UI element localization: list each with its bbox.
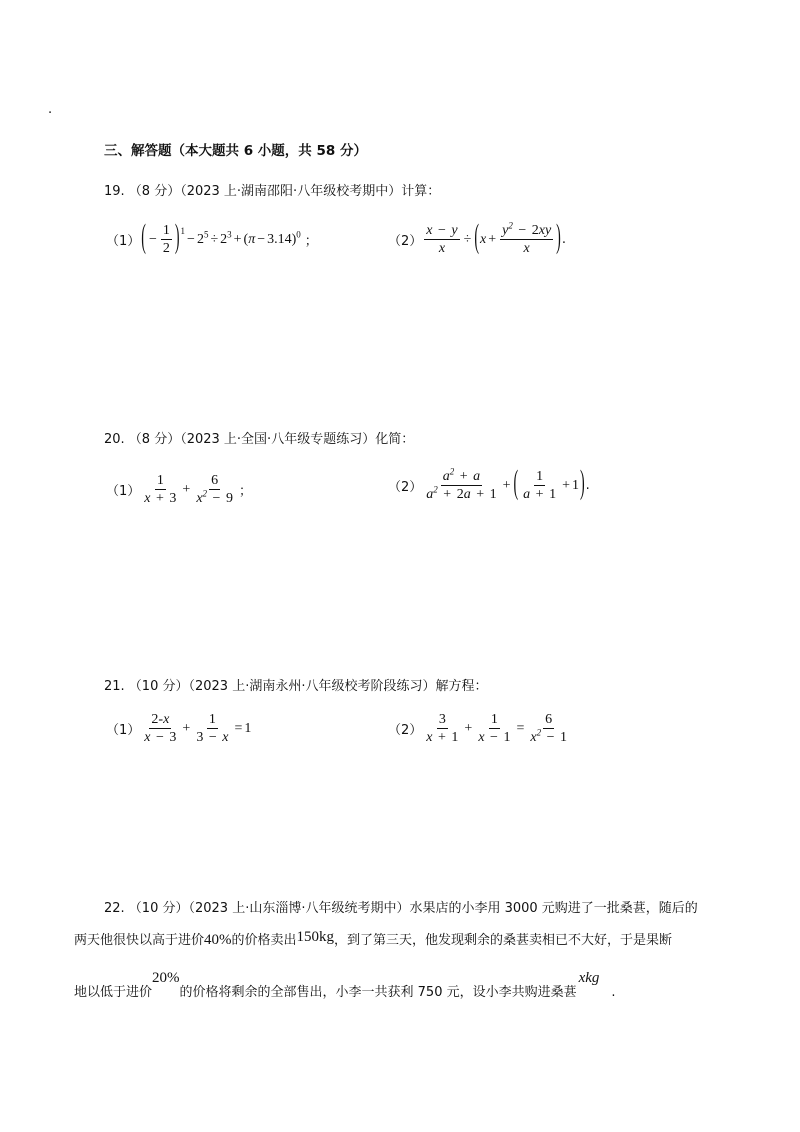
question-20-part-2 [388,468,590,503]
question-21-part-2 [388,711,571,746]
expression-20-1: $\frac{1}{x + 3}$ + $\frac{6}{x^2 - 9}$ [144,473,233,506]
question-20-part-1 [106,472,252,507]
text-segment: 的价格将剩余的全部售出，小李一共获利 750 元，设小李共购进桑葚 [179,985,577,1000]
period: . [585,478,590,493]
text-segment: 的价格卖出 [231,933,297,948]
equation-21-2: $\frac{3}{x + 1}$ + $\frac{1}{x - 1}$ = $\frac{6}{x^2 - 1}$ [426,712,567,745]
mass-xkg: xkg [578,970,600,986]
section-heading: 三、解答题（本大题共 6 小题，共 58 分） [104,143,367,159]
text-segment: 地以低于进价 [74,985,153,1000]
part-label: （2） [388,480,423,495]
expression-19-1: ( − $\frac{1}{2}$ ) 1 − $2^5$ ÷ $2^3$ + ( π − 3.14)$^0$ [141,220,301,257]
part-label: （1） [106,234,141,249]
text-segment: ，到了第三天，他发现剩余的桑葚卖相已不大好，于是果断 [334,933,673,948]
part-label: （1） [106,723,141,738]
mass-150kg: 150kg [296,929,335,945]
percent-40: 40% [204,932,232,948]
question-22-line-3 [74,972,616,1012]
part-label: （1） [106,484,141,499]
stray-dot: . [48,102,53,117]
period: . [561,232,566,247]
question-19-part-2 [388,222,566,257]
question-19-stem: 19. （8 分）（2023 上·湖南邵阳·八年级校考期中）计算： [104,184,441,199]
part-label: （2） [388,234,423,249]
percent-20: 20% [152,970,180,986]
part-label: （2） [388,723,423,738]
expression-19-2: $\frac{x - y}{x}$ ÷ ( x + $\frac{y^2 - 2xy}{x}$ ) [426,220,561,257]
semicolon: ； [304,234,318,249]
expression-20-2: $\frac{a^2 + a}{a^2 + 2a + 1}$ + ( $\frac{1}{a + 1}$ + 1 ) [426,466,585,503]
question-19-part-1 [106,222,318,257]
equation-21-1: $\frac{2-x}{x - 3}$ + $\frac{1}{3 - x}$ = 1 [144,712,252,745]
question-22-line-2 [74,928,672,953]
question-22-line-1: 22. （10 分）（2023 上·山东淄博·八年级统考期中）水果店的小李用 3000 元购进了一批桑葚，随后的 [104,901,698,916]
period: . [611,985,616,1000]
question-21-part-1 [106,711,251,746]
question-21-stem: 21. （10 分）（2023 上·湖南永州·八年级校考阶段练习）解方程： [104,679,488,694]
question-20-stem: 20. （8 分）（2023 上·全国·八年级专题练习）化简： [104,432,415,447]
semicolon: ； [238,484,252,499]
text-segment: 两天他很快以高于进价 [74,933,205,948]
